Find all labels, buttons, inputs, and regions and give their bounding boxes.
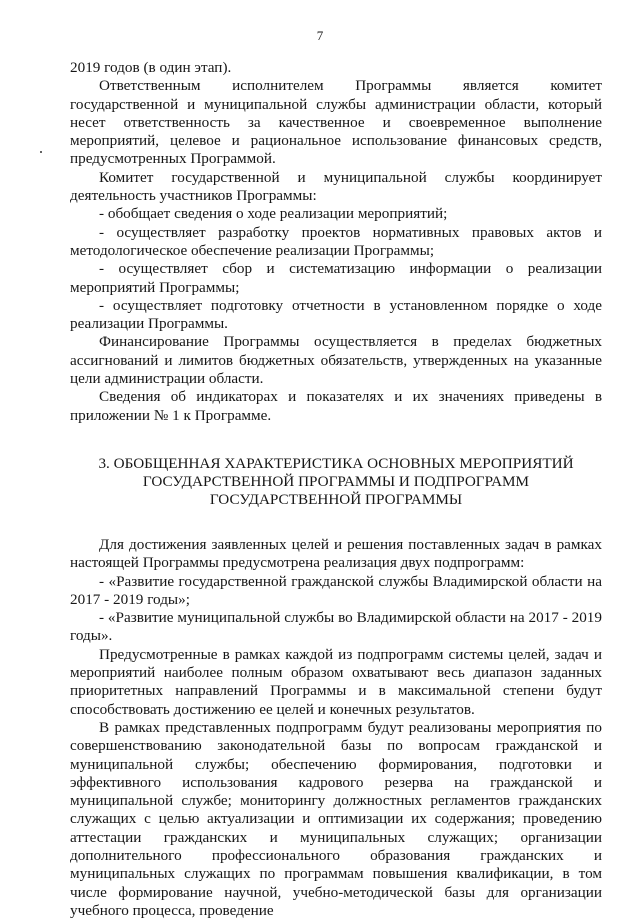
list-item-subprogram-municipal-service: - «Развитие муниципальной службы во Владимирской области на 2017 - 2019 годы». — [70, 609, 602, 645]
section-heading: 3. ОБОБЩЕННАЯ ХАРАКТЕРИСТИКА ОСНОВНЫХ МЕРОПРИЯТИЙ ГОСУДАРСТВЕННОЙ ПРОГРАММЫ И ПОДПРОГРАММ ГОСУДАРСТВЕННОЙ ПРОГРАММЫ — [98, 454, 574, 508]
paragraph-subprograms-intro: Для достижения заявленных целей и решения поставленных задач в рамках настоящей Программы предусмотрена реализация двух подпрограмм: — [70, 535, 602, 572]
page-number: 7 — [316, 28, 324, 43]
paragraph-goals-coverage: Предусмотренные в рамках каждой из подпрограмм системы целей, задач и мероприятий наиболее полным образом охватывают весь диапазон заданных приоритетных направлений Программы и в максимальной степени будут способствовать достижению ее целей и конечных результатов. — [70, 645, 602, 718]
scan-artifact — [40, 151, 42, 153]
document-body — [70, 59, 602, 920]
paragraph-financing: Финансирование Программы осуществляется в пределах бюджетных ассигнований и лимитов бюджетных обязательств, утвержденных на указанные цели администрации области. — [70, 333, 602, 388]
list-item-summarizes: - обобщает сведения о ходе реализации мероприятий; — [99, 205, 448, 223]
list-item-collects-info: - осуществляет сбор и систематизацию информации о реализации мероприятий Программы; — [70, 260, 602, 296]
paragraph-committee-coordinates: Комитет государственной и муниципальной службы координирует деятельность участников Программы: — [70, 168, 602, 205]
list-item-subprogram-civil-service: - «Развитие государственной гражданской службы Владимирской области на 2017 - 2019 годы»; — [70, 572, 602, 608]
list-item-prepares-reports: - осуществляет подготовку отчетности в установленном порядке о ходе реализации Программы. — [70, 296, 602, 333]
list-item-develops-acts: - осуществляет разработку проектов нормативных правовых актов и методологическое обеспечение реализации Программы; — [70, 223, 602, 259]
paragraph-responsible-executor: Ответственным исполнителем Программы является комитет государственной и муниципальной службы администрации области, который несет ответственность за качественное и своевременное выполнение мероприятий, целевое и рациональное использование финансовых средств, предусмотренных Программой. — [70, 77, 602, 168]
paragraph-indicators: Сведения об индикаторах и показателях и их значениях приведены в приложении № 1 к Программе. — [70, 388, 602, 424]
paragraph-measures: В рамках представленных подпрограмм будут реализованы мероприятия по совершенствованию законодательной базы по вопросам гражданской и муниципальной службы; обеспечению формирования, подготовки и эффективного использования кадрового резерва на гражданской и муниципальной службе; мониторингу должностных регламентов гражданских служащих с целью актуализации и оптимизации их содержания; проведению аттестации гражданских и муниципальных служащих; организации дополнительного профессионального образования гражданских и муниципальных служащих по программам повышения квалификации, в том числе формирование научной, учебно-методической базы для организации учебного процесса, проведение — [70, 718, 602, 919]
paragraph-term-end: 2019 годов (в один этап). — [70, 59, 232, 76]
